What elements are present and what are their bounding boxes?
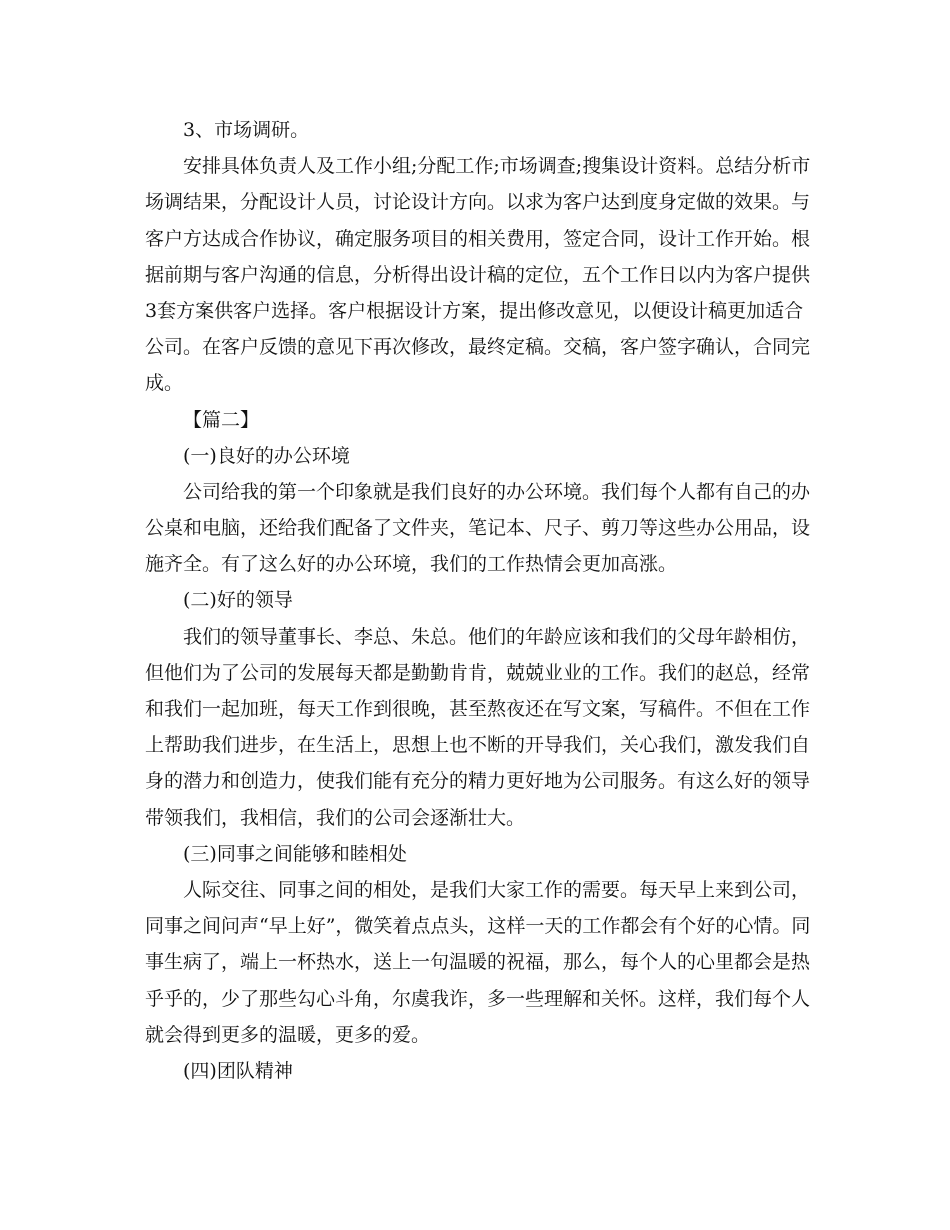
- text-line: 公司。在客户反馈的意见下再次修改，最终定稿。交稿，客户签字确认，合同完: [145, 336, 810, 359]
- text-line: 客户方达成合作协议，确定服务项目的相关费用，签定合同，设计工作开始。根: [145, 227, 810, 250]
- text-line: 3套方案供客户选择。客户根据设计方案，提出修改意见，以便设计稿更加适合: [145, 299, 804, 322]
- text-line: 成。: [145, 372, 184, 395]
- text-line: 场调结果，分配设计人员，讨论设计方向。以求为客户达到度身定做的效果。与: [145, 191, 810, 214]
- text-line: 公桌和电脑，还给我们配备了文件夹，笔记本、尺子、剪刀等这些办公用品，设: [145, 517, 810, 540]
- text-line: 施齐全。有了这么好的办公环境，我们的工作热情会更加高涨。: [145, 553, 678, 576]
- text-line: 就会得到更多的温暖，更多的爱。: [145, 1023, 431, 1046]
- text-line: 3、市场调研。: [183, 119, 310, 141]
- text-line: 但他们为了公司的发展每天都是勤勤肯肯，兢兢业业的工作。我们的赵总，经常: [145, 661, 810, 684]
- text-line: 公司给我的第一个印象就是我们良好的办公环境。我们每个人都有自己的办: [183, 480, 810, 503]
- text-line: 据前期与客户沟通的信息，分析得出设计稿的定位，五个工作日以内为客户提供: [145, 263, 810, 286]
- text-line: 上帮助我们进步，在生活上，思想上也不断的开导我们，关心我们，激发我们自: [145, 734, 810, 757]
- document-body: [145, 112, 810, 1089]
- text-line: 【篇二】: [183, 408, 260, 431]
- text-line: 和我们一起加班，每天工作到很晚，甚至熬夜还在写文案，写稿件。不但在工作: [145, 698, 810, 720]
- text-line: (三)同事之间能够和睦相处: [183, 842, 407, 865]
- text-line: 身的潜力和创造力，使我们能有充分的精力更好地为公司服务。有这么好的领导: [145, 770, 810, 793]
- text-line: (二)好的领导: [183, 589, 293, 612]
- text-line: (四)团队精神: [183, 1059, 293, 1082]
- text-line: 同事之间问声“早上好”，微笑着点点头，这样一天的工作都会有个好的心情。同: [145, 915, 810, 938]
- text-line: 带领我们，我相信，我们的公司会逐渐壮大。: [145, 806, 526, 829]
- text-line: 安排具体负责人及工作小组;分配工作;市场调查;搜集设计资料。总结分析市: [183, 155, 810, 178]
- text-line: 事生病了，端上一杯热水，送上一句温暖的祝福，那么，每个人的心里都会是热: [145, 951, 810, 974]
- text-line: 人际交往、同事之间的相处，是我们大家工作的需要。每天早上来到公司，: [183, 878, 810, 901]
- text-line: (一)良好的办公环境: [183, 444, 350, 467]
- text-line: 乎乎的，少了那些勾心斗角，尔虞我诈，多一些理解和关怀。这样，我们每个人: [145, 987, 810, 1010]
- text-line: 我们的领导董事长、李总、朱总。他们的年龄应该和我们的父母年龄相仿，: [183, 625, 810, 648]
